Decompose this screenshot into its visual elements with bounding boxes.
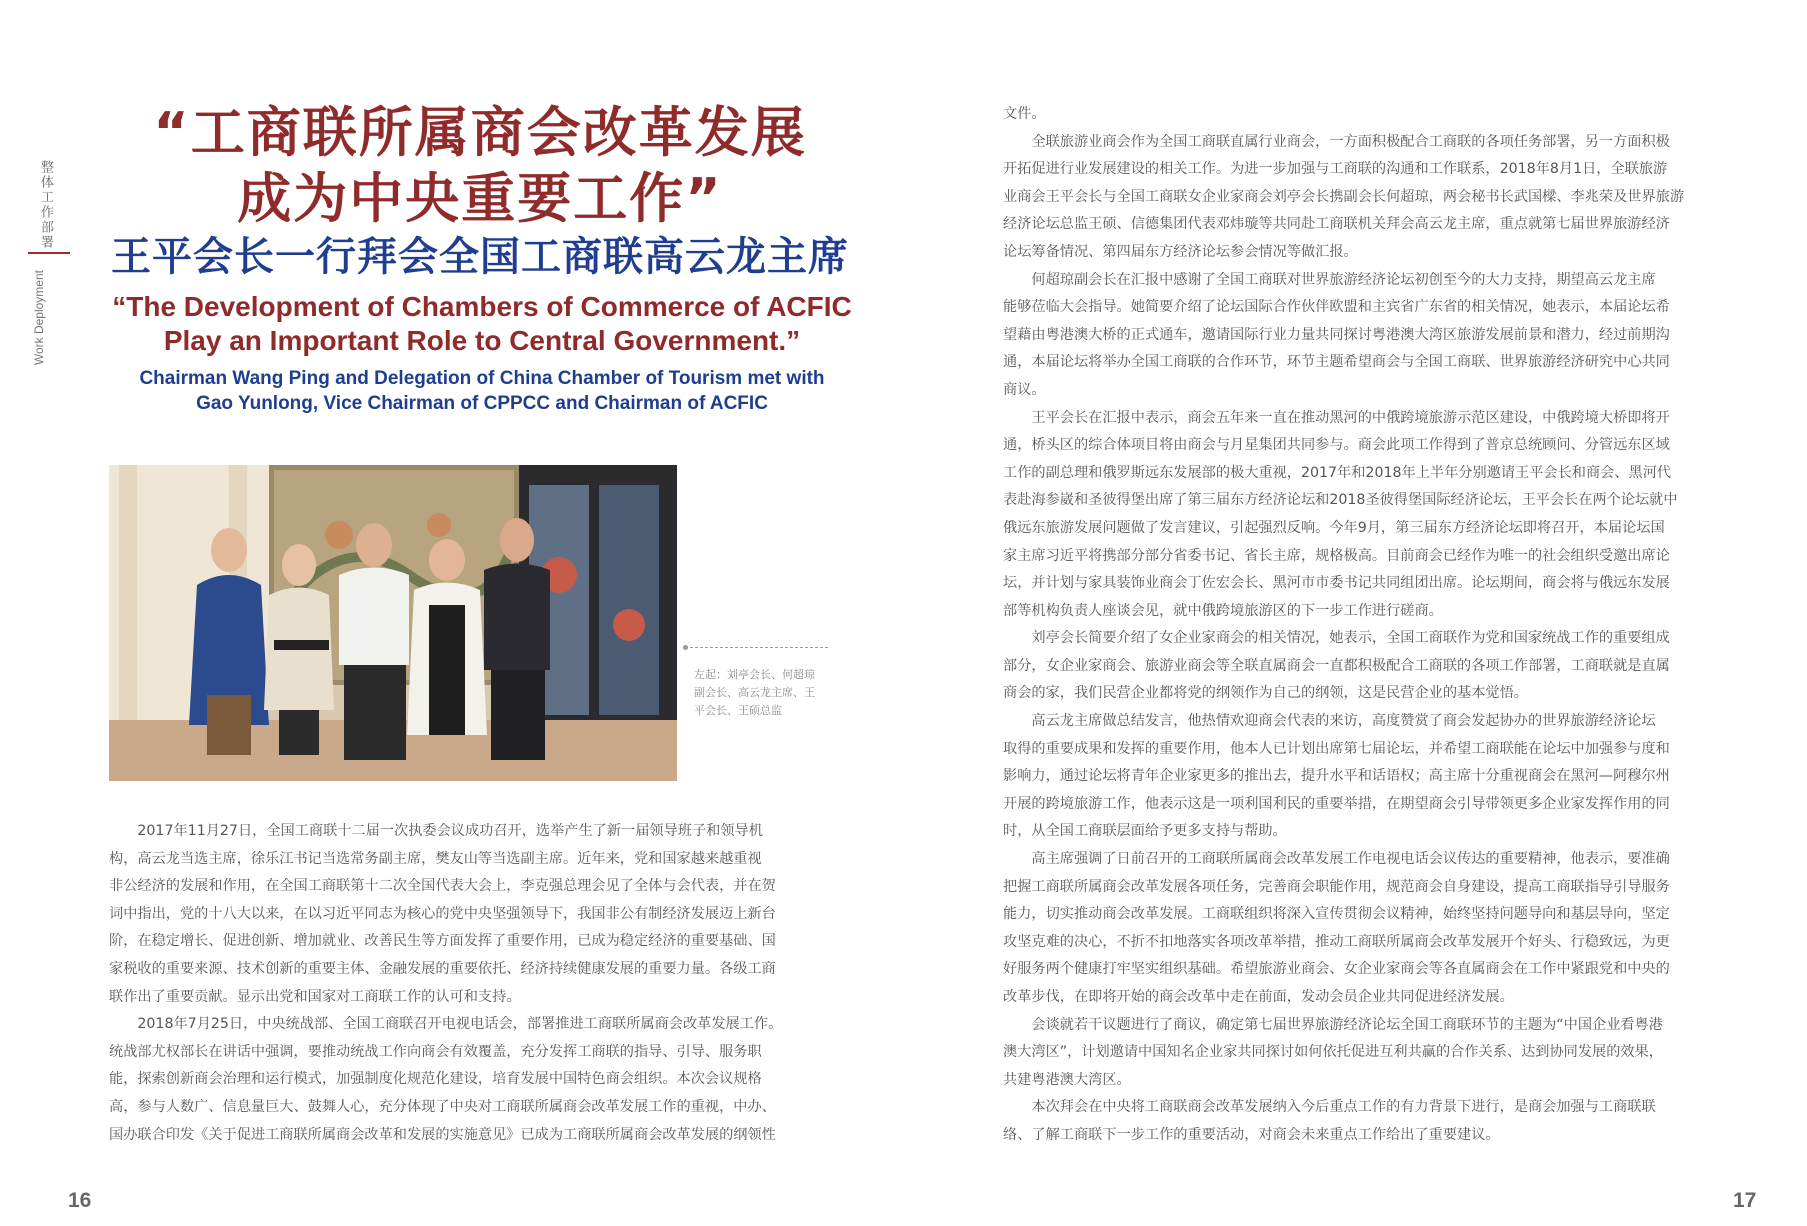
body-line: 本次拜会在中央将工商联商会改革发展纳入今后重点工作的有力背景下进行，是商会加强与工商联联 [1003,1099,1656,1116]
section-tab-en: Work Deployment [32,270,46,366]
body-line: 文件。 [1003,106,1046,122]
body-line: 能够莅临大会指导。她简要介绍了论坛国际合作伙伴欧盟和主宾省广东省的相关情况，她表示，本届论坛希 [1003,299,1670,316]
body-line: 国办联合印发《关于促进工商联所属商会改革和发展的实施意见》已成为工商联所属商会改革发展的纲领性 [109,1126,776,1143]
body-line: 表赴海参崴和圣彼得堡出席了第三届东方经济论坛和2018圣彼得堡国际经济论坛，王平会长在两个论坛就中 [1003,492,1678,509]
body-line: 开拓促进行业发展建设的相关工作。为进一步加强与工商联的沟通和工作联系，2018年8月1日，全联旅游 [1003,161,1668,178]
body-line: 络、了解工商联下一步工作的重要活动，对商会未来重点工作给出了重要建议。 [1003,1126,1500,1143]
caption-line: 平会长、王硕总监 [694,704,782,717]
body-line: 联作出了重要贡献。显示出党和国家对工商联工作的认可和支持。 [109,988,521,1005]
body-line: 高云龙主席做总结发言，他热情欢迎商会代表的来访，高度赞赏了商会发起协办的世界旅游经济论坛 [1003,713,1656,730]
body-line: 高，参与人数广、信息量巨大、鼓舞人心，充分体现了中央对工商联所属商会改革发展工作的重视，中办、 [109,1098,776,1115]
body-line: 王平会长在汇报中表示，商会五年来一直在推动黑河的中俄跨境旅游示范区建设，中俄跨境大桥即将开 [1003,409,1670,426]
body-line: 攻坚克难的决心，不折不扣地落实各项改革举措，推动工商联所属商会改革发展开个好头、行稳致远，为更 [1003,933,1670,950]
body-line: 词中指出，党的十八大以来，在以习近平同志为核心的党中央坚强领导下，我国非公有制经济发展迈上新台 [109,905,776,922]
body-line: 家税收的重要来源、技术创新的重要主体、金融发展的重要依托、经济持续健康发展的重要力量。各级工商 [109,960,776,977]
caption-line: 副会长、高云龙主席、王 [694,686,815,699]
body-line: 家主席习近平将携部分部分省委书记、省长主席，规格极高。目前商会已经作为唯一的社会组织受邀出席论 [1003,547,1670,564]
body-line: 工作的副总理和俄罗斯远东发展部的极大重视，2017年和2018年上半年分别邀请王平会长和商会、黑河代 [1003,464,1672,481]
body-line: 统战部尤权部长在讲话中强调，要推动统战工作向商会有效覆盖，充分发挥工商联的指导、引导、服务职 [109,1043,762,1060]
body-line: 阶，在稳定增长、促进创新、增加就业、改善民生等方面发挥了重要作用，已成为稳定经济的重要基础、国 [109,933,776,950]
body-line: 经济论坛总监王硕、信德集团代表邓炜璇等共同赴工商联机关拜会高云龙主席，重点就第七届世界旅游经济 [1003,216,1670,233]
body-line: 影响力，通过论坛将青年企业家更多的推出去，提升水平和话语权；高主席十分重视商会在黑河—阿穆尔州 [1003,768,1670,785]
headline-cn-line1: “工商联所属商会改革发展 [153,101,807,164]
section-tab-cn: 整体工作部署 [38,160,53,250]
body-line: 坛，并计划与家具装饰业商会丁佐宏会长、黑河市市委书记共同组团出席。论坛期间，商会将与俄远东发展 [1003,575,1670,592]
body-line: 论坛筹备情况、第四届东方经济论坛参会情况等做汇报。 [1003,243,1358,260]
body-line: 部分，女企业家商会、旅游业商会等全联直属商会一直都积极配合工商联的各项工作部署，工商联就是直属 [1003,657,1670,674]
body-line: 能力，切实推动商会改革发展。工商联组织将深入宣传贯彻会议精神，始终坚持问题导向和基层导向，坚定 [1003,906,1670,923]
body-line: 把握工商联所属商会改革发展各项任务，完善商会职能作用，规范商会自身建设，提高工商联指导引导服务 [1003,878,1670,895]
body-line: 开展的跨境旅游工作，他表示这是一项利国利民的重要举措，在期望商会引导带领更多企业家发挥作用的同 [1003,795,1670,812]
group-photo [109,465,677,781]
body-line: 能，探索创新商会治理和运行模式，加强制度化规范化建设，培育发展中国特色商会组织。本次会议规格 [109,1071,762,1088]
body-line: 好服务两个健康打牢坚实组织基础。希望旅游业商会、女企业家商会等各直属商会在工作中紧跟党和中央的 [1003,961,1670,978]
left-page [0,0,903,1226]
headline-en-line1: “The Development of Chambers of Commerce of ACFIC [112,291,852,322]
subheadline-en-line2: Gao Yunlong, Vice Chairman of CPPCC and Chairman of ACFIC [196,393,768,414]
body-line: 非公经济的发展和作用，在全国工商联第十二次全国代表大会上，李克强总理会见了全体与会代表，并在贺 [109,878,776,895]
right-body-text [1003,101,1723,1150]
body-line: 全联旅游业商会作为全国工商联直属行业商会，一方面积极配合工商联的各项任务部署，另一方面积极 [1003,133,1670,150]
body-line: 改革步伐，在即将开始的商会改革中走在前面，发动会员企业共同促进经济发展。 [1003,989,1514,1005]
body-line: 取得的重要成果和发挥的重要作用，他本人已计划出席第七届论坛，并希望工商联能在论坛中加强参与度和 [1003,740,1670,757]
body-line: 高主席强调了日前召开的工商联所属商会改革发展工作电视电话会议传达的重要精神，他表示，要准确 [1003,851,1670,868]
body-line: 会谈就若干议题进行了商议，确定第七届世界旅游经济论坛全国工商联环节的主题为“中国企业看粤港 [1003,1016,1663,1033]
body-line: 刘亭会长简要介绍了女企业家商会的相关情况，她表示，全国工商联作为党和国家统战工作的重要组成 [1003,630,1670,647]
body-line: 何超琼副会长在汇报中感谢了全国工商联对世界旅游经济论坛初创至今的大力支持，期望高云龙主席 [1003,271,1656,288]
headline-cn-line2: 成为中央重要工作” [237,167,723,230]
body-line: 俄远东旅游发展问题做了发言建议，引起强烈反响。今年9月，第三届东方经济论坛即将召开，本届论坛国 [1003,519,1665,536]
page-number-right: 17 [1733,1189,1757,1212]
caption-leader-line [685,647,828,648]
subheadline-cn: 王平会长一行拜会全国工商联高云龙主席 [111,233,849,280]
body-line: 业商会王平会长与全国工商联女企业家商会刘亭会长携副会长何超琼，两会秘书长武国樑、李兆荣及世界旅游 [1003,188,1685,205]
body-line: 2018年7月25日，中央统战部、全国工商联召开电视电话会，部署推进工商联所属商会改革发展工作。 [109,1016,783,1033]
section-tab-rule [28,252,70,254]
body-line: 2017年11月27日，全国工商联十二届一次执委会议成功召开，选举产生了新一届领导班子和领导机 [109,823,763,839]
subheadline-en-line1: Chairman Wang Ping and Delegation of China Chamber of Tourism met with [139,368,825,389]
section-tab [28,160,68,380]
photo-caption [694,666,834,720]
body-line: 望藉由粤港澳大桥的正式通车，邀请国际行业力量共同探讨粤港澳大湾区旅游发展前景和潜力，经过前期沟 [1003,326,1670,343]
body-line: 时，从全国工商联层面给予更多支持与帮助。 [1003,823,1287,840]
body-line: 商会的家，我们民营企业都将党的纲领作为自己的纲领，这是民营企业的基本觉悟。 [1003,685,1528,702]
body-line: 部等机构负责人座谈会见，就中俄跨境旅游区的下一步工作进行磋商。 [1003,602,1443,619]
body-line: 通，本届论坛将举办全国工商联的合作环节，环节主题希望商会与全国工商联、世界旅游经济研究中心共同 [1003,354,1670,371]
left-body-text [109,818,832,1149]
body-line: 澳大湾区”，计划邀请中国知名企业家共同探讨如何依托促进互利共赢的合作关系、达到协同发展的效果， [1003,1044,1663,1061]
body-line: 构，高云龙当选主席，徐乐江书记当选常务副主席，樊友山等当选副主席。近年来，党和国家越来越重视 [109,850,762,867]
body-line: 共建粤港澳大湾区。 [1003,1071,1131,1088]
body-line: 通，桥头区的综合体项目将由商会与月星集团共同参与。商会此项工作得到了普京总统顾问、分管远东区域 [1003,437,1670,454]
caption-line: 左起：刘亭会长、何超琼 [694,668,815,681]
body-line: 商议。 [1003,381,1046,398]
headline-en-line2: Play an Important Role to Central Government.” [163,325,801,356]
page-number-left: 16 [68,1189,92,1212]
